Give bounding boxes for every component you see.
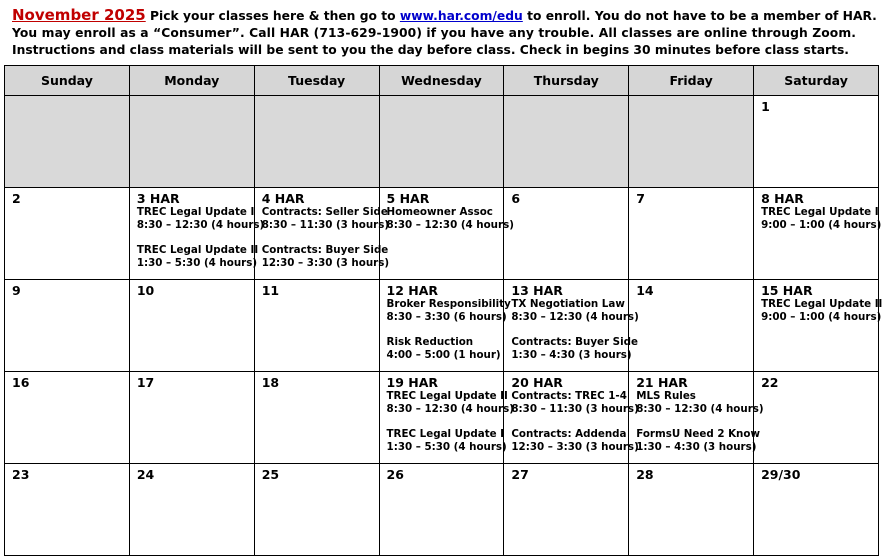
day-date: 13 HAR [511,283,563,298]
class-name: Contracts: Addenda [511,428,627,440]
header-line-2: You may enroll as a “Consumer”. Call HAR (713-629-1900) if you have any trouble. All classes are online through Zoom. [12,26,857,40]
day-date: 28 [636,467,654,482]
class-name: FormsU Need 2 Know [636,428,760,440]
day-date: 6 [511,191,521,206]
class-name: TREC Legal Update II [386,390,508,402]
class-event [511,428,639,454]
day-cell [504,372,639,464]
empty-day-cell [5,96,130,188]
day-date: 29/30 [761,467,801,482]
class-name: Broker Responsibility [386,298,511,310]
day-cell [629,188,754,280]
class-time: 8:30 – 12:30 (4 hours) [636,403,764,415]
day-cell [504,188,629,280]
class-time: 8:30 – 11:30 (3 hours) [261,219,390,231]
class-time: 8:30 – 12:30 (4 hours) [136,219,265,231]
week-row [5,464,879,556]
day-date: 4 HAR [261,191,305,206]
day-date: 5 HAR [386,191,430,206]
weekday-monday: Monday [129,66,254,96]
week-row [5,96,879,188]
class-name: Contracts: Seller Side [261,206,388,218]
empty-day-cell [129,96,254,188]
week-row [5,372,879,464]
class-event [386,298,511,324]
calendar-body [5,96,882,556]
month-title: November 2025 [12,6,146,24]
day-cell [504,464,629,556]
week-row [5,188,879,280]
day-cell [379,372,514,464]
day-date: 12 HAR [386,283,439,298]
class-time: 8:30 – 12:30 (4 hours) [386,219,514,231]
class-name: TREC Legal Update II [761,298,882,310]
day-cell [379,280,511,372]
day-date: 10 [136,283,155,298]
day-cell [129,188,265,280]
day-cell [754,372,879,464]
day-cell [129,464,254,556]
day-cell [129,372,254,464]
class-time: 4:00 – 5:00 (1 hour) [386,349,501,361]
day-cell [754,464,879,556]
class-name: Homeowner Assoc [386,206,493,218]
day-date: 1 [761,99,770,114]
class-time: 1:30 – 4:30 (3 hours) [511,349,632,361]
day-date: 11 [261,283,280,298]
class-name: Risk Reduction [386,336,474,348]
class-name: TREC Legal Update I [761,206,879,218]
class-event [386,206,514,232]
day-date: 15 HAR [761,283,813,298]
weekday-wednesday: Wednesday [379,66,504,96]
empty-day-cell [254,96,379,188]
empty-day-cell [504,96,629,188]
class-time: 1:30 – 5:30 (4 hours) [136,257,258,269]
day-cell [629,372,764,464]
class-event [636,428,760,454]
class-event [136,244,259,270]
class-time: 9:00 – 1:00 (4 hours) [761,219,882,231]
day-date: 16 [12,375,30,390]
day-date: 22 [761,375,779,390]
day-cell [379,188,514,280]
day-cell [5,188,130,280]
header-intro-text: Pick your classes here & then go to [145,9,400,23]
class-event [511,336,638,362]
day-date: 2 [12,191,21,206]
class-time: 1:30 – 5:30 (4 hours) [386,441,507,453]
day-date: 8 HAR [761,191,804,206]
day-cell [254,188,390,280]
day-cell [5,464,130,556]
class-event [386,428,507,454]
day-date: 9 [12,283,21,298]
day-cell [129,280,254,372]
day-cell [754,96,879,188]
class-event [387,336,500,362]
day-date: 7 [636,191,645,206]
class-event [386,390,514,416]
class-time: 8:30 – 12:30 (4 hours) [386,403,514,415]
class-name: TREC Legal Update I [136,206,255,218]
day-date: 19 HAR [386,375,439,390]
har-edu-link[interactable]: www.har.com/edu [399,9,523,23]
header-line-1 [12,7,878,25]
class-time: 8:30 – 12:30 (4 hours) [511,311,639,323]
day-date: 17 [136,375,155,390]
weekday-header-row [5,66,879,96]
class-time: 8:30 – 3:30 (6 hours) [386,311,507,323]
day-cell [754,188,882,280]
weekday-friday: Friday [629,66,754,96]
class-event [136,206,265,232]
weekday-thursday: Thursday [504,66,629,96]
header-enroll-text: to enroll. You do not have to be a member of HAR. [522,9,877,23]
day-cell [254,372,379,464]
class-time: 9:00 – 1:00 (4 hours) [761,311,882,323]
class-event [511,390,639,416]
class-event [761,206,882,232]
day-cell [504,280,639,372]
week-row [5,280,879,372]
class-time: 12:30 – 3:30 (3 hours) [261,257,390,269]
day-cell [5,372,130,464]
day-date: 27 [511,467,529,482]
day-date: 14 [636,283,654,298]
class-name: Contracts: Buyer Side [511,336,638,348]
empty-day-cell [379,96,504,188]
day-cell [629,280,754,372]
class-name: MLS Rules [636,390,696,402]
class-time: 8:30 – 11:30 (3 hours) [511,403,639,415]
class-time: 12:30 – 3:30 (3 hours) [511,441,639,453]
day-cell [379,464,504,556]
weekday-saturday: Saturday [754,66,879,96]
class-name: TREC Legal Update I [386,428,505,440]
class-name: TREC Legal Update II [136,244,259,256]
class-name: Contracts: Buyer Side [261,244,389,256]
day-date: 26 [386,467,404,482]
day-date: 21 HAR [636,375,688,390]
class-event [261,244,390,270]
day-date: 20 HAR [511,375,563,390]
weekday-tuesday: Tuesday [254,66,379,96]
class-time: 1:30 – 4:30 (3 hours) [636,441,757,453]
day-date: 3 HAR [136,191,180,206]
day-date: 23 [12,467,30,482]
header-line-3: Instructions and class materials will be sent to you the day before class. Check in begins 30 minutes before class starts. [12,43,849,57]
class-name: Contracts: TREC 1-4 [511,390,627,402]
day-date: 18 [261,375,280,390]
class-name: TX Negotiation Law [511,298,625,310]
class-event [261,206,390,232]
calendar-grid [4,65,882,556]
class-event [636,390,764,416]
day-cell [5,280,130,372]
day-date: 24 [136,467,155,482]
weekday-sunday: Sunday [5,66,130,96]
day-date: 25 [261,467,280,482]
empty-day-cell [629,96,754,188]
day-cell [754,280,882,372]
class-event [761,298,882,324]
class-event [511,298,639,324]
day-cell [629,464,754,556]
day-cell [254,280,379,372]
day-cell [254,464,379,556]
page-header [12,7,878,59]
